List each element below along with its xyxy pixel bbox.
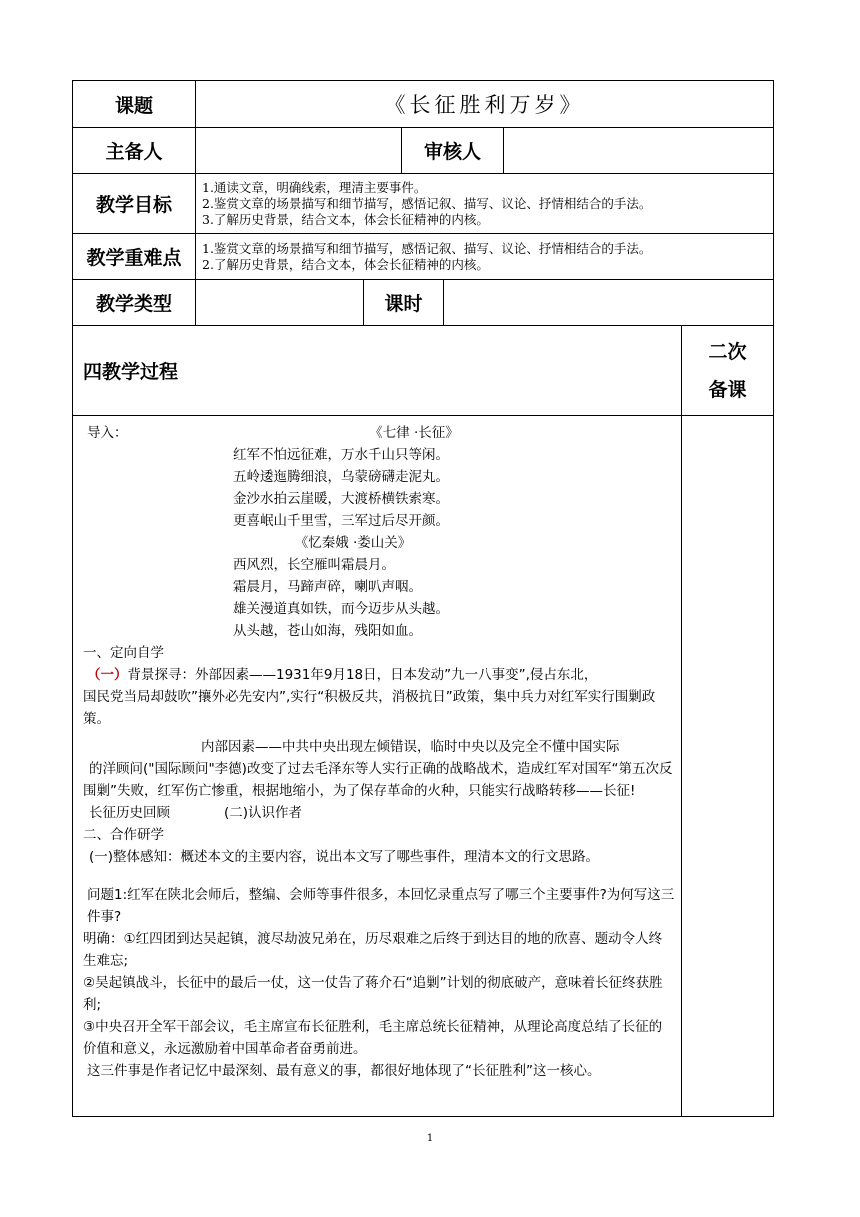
poem1-title: 《七律 ·长征》 [369,425,459,441]
goals-row [73,173,773,233]
process-content [73,416,681,1116]
poem1-line: 红军不怕远征难，万水千山只等闲。 [233,447,449,463]
topic-value: 《长征胜利万岁》 [195,81,773,127]
conclusion: 这三件事是作者记忆中最深刻、最有意义的事，都很好地体现了“长征胜利”这一核心。 [87,1063,601,1079]
hours-value [443,280,773,325]
type-label: 教学类型 [95,293,172,315]
goal-item: 2.鉴赏文章的场景描写和细节描写，感悟记叙、描写、议论、抒情相结合的手法。 [202,195,652,211]
background-line: 国民党当局却鼓吹”攘外必先安内”,实行“积极反共，消极抗日”政策，集中兵力对红军实行围剿政策。 [83,689,656,727]
key-point-item: 2.了解历史背景，结合文本，体会长征精神的内核。 [202,256,489,272]
hours-label: 课时 [363,280,443,325]
key-points-list [195,234,773,279]
reviewer-label: 审核人 [401,128,503,173]
key-point-item: 1.鉴赏文章的场景描写和细节描写，感悟记叙、描写、议论、抒情相结合的手法。 [202,240,652,256]
answer-3: ③中央召开全军干部会议，毛主席宣布长征胜利，毛主席总统长征精神，从理论高度总结了长征的价值和意义，永远激励着中国革命者奋勇前进。 [83,1019,663,1057]
process-label: 四教学过程 [83,361,179,383]
poem1-line: 五岭逶迤腾细浪，乌蒙磅礴走泥丸。 [233,469,449,485]
process-content-row [73,415,773,1116]
reviewer-value [503,128,773,173]
poem1-line: 更喜岷山千里雪，三军过后尽开颜。 [233,513,449,529]
process-header-row [73,325,773,415]
poem2-line: 西风烈，长空雁叫霜晨月。 [233,557,395,573]
poem2-line: 从头越，苍山如海，残阳如血。 [233,623,422,639]
internal-factor-line: 内部因素——中共中央出现左倾错误，临时中央以及完全不懂中国实际 [201,739,620,755]
review-line: 长征历史回顾 (二)认识作者 [89,805,303,821]
poem2-title: 《忆秦娥 ·娄山关》 [294,535,412,551]
background-paragraph [83,664,675,686]
second-prep-label [681,326,773,415]
key-points-label: 教学重难点 [86,247,182,269]
second-prep-line: 二次 [708,340,747,363]
preparer-value [195,128,401,173]
goal-item: 3.了解历史背景，结合文本，体会长征精神的内核。 [202,211,489,227]
goals-label: 教学目标 [95,194,172,216]
answer-2: ②吴起镇战斗，长征中的最后一仗，这一仗告了蒋介石“追剿”计划的彻底破产，意味着长征终获胜利; [83,975,663,1013]
topic-label: 课题 [114,94,153,117]
background-marker: （一） [87,667,128,683]
lesson-plan-table [72,80,774,1117]
section2-heading: 二、合作研学 [83,827,164,843]
page-number: 1 [426,1133,434,1144]
overall-perception: (一)整体感知：概述本文的主要内容，说出本文写了哪些事件，理清本文的行文思路。 [89,849,600,865]
poem2-line: 霜晨月，马蹄声碎，喇叭声咽。 [233,579,422,595]
intro-label: 导入： [87,425,128,441]
topic-row [73,81,773,127]
poem2-line: 雄关漫道真如铁，而今迈步从头越。 [233,601,449,617]
second-prep-line: 备课 [708,378,747,401]
poem1-line: 金沙水拍云崖暖，大渡桥横铁索寒。 [233,491,449,507]
section1-heading: 一、定向自学 [83,645,164,661]
type-row [73,279,773,325]
preparer-label: 主备人 [105,141,163,163]
goals-list [195,174,773,233]
key-points-row [73,233,773,279]
second-prep-notes [681,416,773,1116]
goal-item: 1.通读文章，明确线索，理清主要事件。 [202,179,427,195]
background-text: 背景探寻：外部因素——1931年9月18日，日本发动”九一八事变”,侵占东北， [127,667,598,683]
internal-factor-text: 的洋顾问("国际顾问"李德)改变了过去毛泽东等人实行正确的战略战术，造成红军对国军“第五次反围剿”失败，红军伤亡惨重，根据地缩小，为了保存革命的火种，只能实行战略转移——长征! [83,761,673,799]
answer-1: 明确：①红四团到达吴起镇，渡尽劫波兄弟在，历尽艰难之后终于到达目的地的欣喜、题动令人终生难忘; [83,931,663,969]
preparer-row [73,127,773,173]
question-1: 问题1:红军在陕北会师后，整编、会师等事件很多，本回忆录重点写了哪三个主要事件?为何写这三件事? [87,887,675,925]
type-value [195,280,363,325]
